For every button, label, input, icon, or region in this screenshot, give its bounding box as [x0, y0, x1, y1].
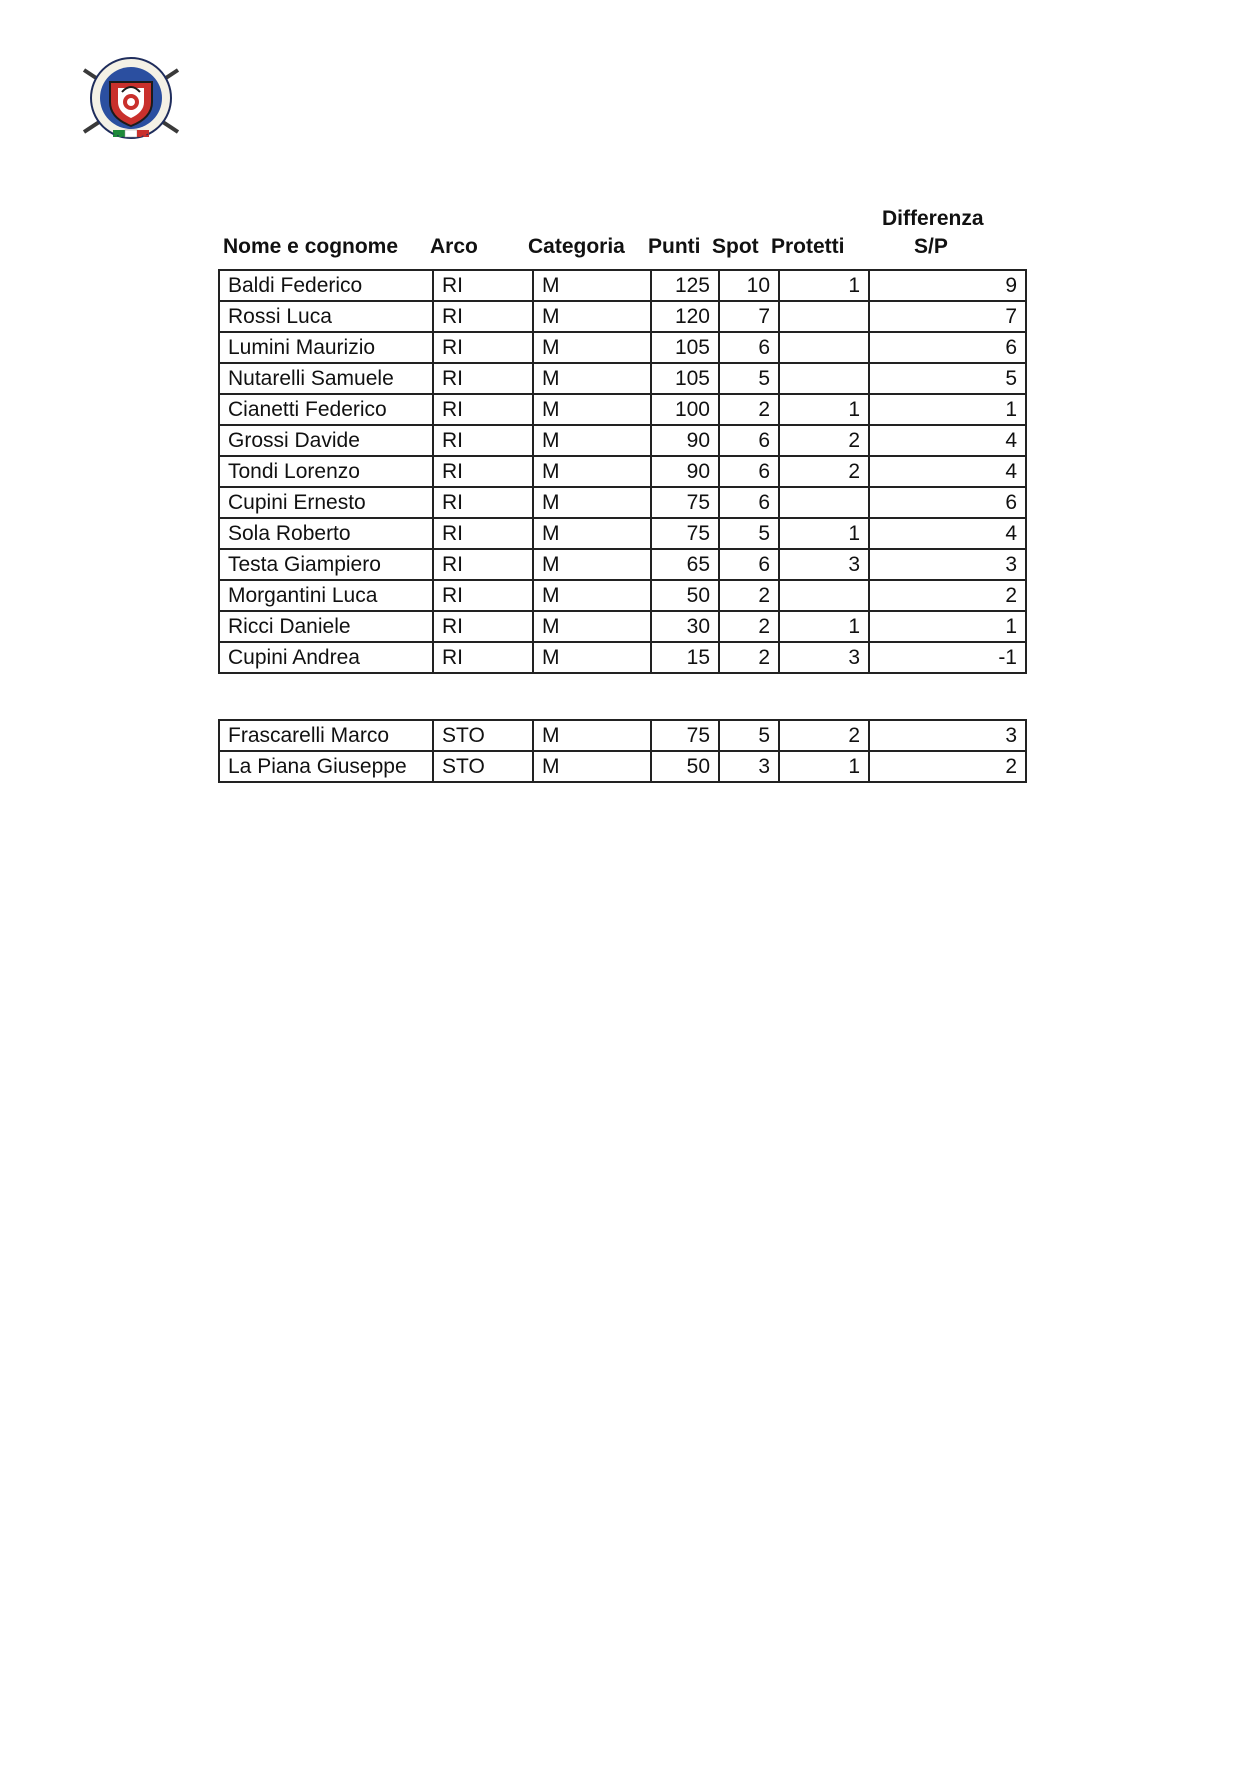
cell-differenza: 4	[869, 425, 1026, 456]
cell-differenza: 5	[869, 363, 1026, 394]
cell-punti: 50	[651, 751, 719, 782]
cell-categoria: M	[533, 456, 651, 487]
cell-differenza: 1	[869, 611, 1026, 642]
cell-nome: Sola Roberto	[219, 518, 433, 549]
cell-spot: 2	[719, 611, 779, 642]
cell-nome: La Piana Giuseppe	[219, 751, 433, 782]
cell-arco: RI	[433, 487, 533, 518]
cell-categoria: M	[533, 270, 651, 301]
cell-differenza: 4	[869, 518, 1026, 549]
cell-differenza: 3	[869, 720, 1026, 751]
cell-protetti: 2	[779, 425, 869, 456]
cell-nome: Cianetti Federico	[219, 394, 433, 425]
cell-arco: RI	[433, 549, 533, 580]
cell-categoria: M	[533, 487, 651, 518]
cell-punti: 75	[651, 518, 719, 549]
table-row	[219, 518, 1026, 549]
cell-spot: 6	[719, 487, 779, 518]
table-row	[219, 394, 1026, 425]
cell-differenza: 4	[869, 456, 1026, 487]
header-nome: Nome e cognome	[223, 235, 399, 258]
cell-categoria: M	[533, 549, 651, 580]
cell-spot: 6	[719, 332, 779, 363]
cell-protetti: 1	[779, 751, 869, 782]
table-row	[219, 487, 1026, 518]
cell-protetti: 3	[779, 642, 869, 673]
cell-spot: 2	[719, 580, 779, 611]
cell-spot: 6	[719, 456, 779, 487]
cell-protetti: 1	[779, 270, 869, 301]
cell-nome: Cupini Andrea	[219, 642, 433, 673]
cell-categoria: M	[533, 751, 651, 782]
cell-differenza: -1	[869, 642, 1026, 673]
cell-arco: RI	[433, 301, 533, 332]
cell-differenza: 7	[869, 301, 1026, 332]
table-row	[219, 720, 1026, 751]
cell-nome: Baldi Federico	[219, 270, 433, 301]
cell-arco: RI	[433, 642, 533, 673]
cell-arco: RI	[433, 332, 533, 363]
cell-nome: Lumini Maurizio	[219, 332, 433, 363]
cell-differenza: 2	[869, 751, 1026, 782]
cell-categoria: M	[533, 363, 651, 394]
cell-nome: Cupini Ernesto	[219, 487, 433, 518]
cell-differenza: 1	[869, 394, 1026, 425]
header-spot: Spot	[712, 235, 759, 258]
cell-protetti	[779, 363, 869, 394]
cell-protetti: 1	[779, 518, 869, 549]
cell-arco: STO	[433, 751, 533, 782]
cell-nome: Rossi Luca	[219, 301, 433, 332]
table-row	[219, 580, 1026, 611]
cell-spot: 2	[719, 642, 779, 673]
cell-arco: RI	[433, 518, 533, 549]
cell-arco: RI	[433, 580, 533, 611]
cell-categoria: M	[533, 425, 651, 456]
results-table-ri	[218, 269, 1027, 674]
header-punti: Punti	[648, 235, 701, 258]
results-table-sto	[218, 719, 1027, 783]
header-categoria: Categoria	[528, 235, 625, 258]
cell-differenza: 9	[869, 270, 1026, 301]
header-differenza-sp: S/P	[914, 235, 948, 258]
federation-logo	[78, 52, 184, 148]
cell-protetti	[779, 487, 869, 518]
cell-spot: 6	[719, 549, 779, 580]
cell-punti: 105	[651, 332, 719, 363]
cell-nome: Morgantini Luca	[219, 580, 433, 611]
cell-differenza: 2	[869, 580, 1026, 611]
cell-categoria: M	[533, 642, 651, 673]
cell-spot: 10	[719, 270, 779, 301]
cell-punti: 100	[651, 394, 719, 425]
cell-arco: RI	[433, 425, 533, 456]
cell-punti: 105	[651, 363, 719, 394]
table-row	[219, 611, 1026, 642]
cell-categoria: M	[533, 394, 651, 425]
cell-arco: RI	[433, 270, 533, 301]
header-protetti: Protetti	[771, 235, 845, 258]
cell-punti: 65	[651, 549, 719, 580]
cell-arco: RI	[433, 394, 533, 425]
cell-punti: 90	[651, 425, 719, 456]
cell-protetti: 3	[779, 549, 869, 580]
cell-differenza: 6	[869, 487, 1026, 518]
table-row	[219, 549, 1026, 580]
cell-punti: 50	[651, 580, 719, 611]
cell-punti: 90	[651, 456, 719, 487]
cell-nome: Frascarelli Marco	[219, 720, 433, 751]
cell-punti: 75	[651, 720, 719, 751]
cell-protetti: 2	[779, 720, 869, 751]
cell-spot: 3	[719, 751, 779, 782]
cell-nome: Testa Giampiero	[219, 549, 433, 580]
cell-arco: STO	[433, 720, 533, 751]
cell-protetti	[779, 301, 869, 332]
cell-punti: 30	[651, 611, 719, 642]
cell-spot: 5	[719, 720, 779, 751]
cell-protetti	[779, 580, 869, 611]
table-row	[219, 425, 1026, 456]
cell-differenza: 6	[869, 332, 1026, 363]
cell-nome: Grossi Davide	[219, 425, 433, 456]
cell-punti: 15	[651, 642, 719, 673]
cell-punti: 125	[651, 270, 719, 301]
cell-differenza: 3	[869, 549, 1026, 580]
cell-nome: Nutarelli Samuele	[219, 363, 433, 394]
cell-spot: 5	[719, 363, 779, 394]
cell-nome: Tondi Lorenzo	[219, 456, 433, 487]
cell-categoria: M	[533, 518, 651, 549]
cell-arco: RI	[433, 363, 533, 394]
cell-nome: Ricci Daniele	[219, 611, 433, 642]
cell-spot: 6	[719, 425, 779, 456]
cell-protetti: 1	[779, 611, 869, 642]
cell-punti: 120	[651, 301, 719, 332]
cell-spot: 7	[719, 301, 779, 332]
table-header	[218, 205, 1018, 267]
cell-protetti: 1	[779, 394, 869, 425]
cell-arco: RI	[433, 611, 533, 642]
header-arco: Arco	[430, 235, 478, 258]
cell-arco: RI	[433, 456, 533, 487]
header-differenza: Differenza	[882, 207, 984, 230]
cell-categoria: M	[533, 720, 651, 751]
cell-protetti: 2	[779, 456, 869, 487]
cell-categoria: M	[533, 332, 651, 363]
table-row	[219, 751, 1026, 782]
table-row	[219, 456, 1026, 487]
table-row	[219, 642, 1026, 673]
cell-spot: 5	[719, 518, 779, 549]
table-row	[219, 363, 1026, 394]
cell-protetti	[779, 332, 869, 363]
cell-categoria: M	[533, 580, 651, 611]
cell-punti: 75	[651, 487, 719, 518]
cell-categoria: M	[533, 301, 651, 332]
table-row	[219, 332, 1026, 363]
table-row	[219, 270, 1026, 301]
cell-spot: 2	[719, 394, 779, 425]
table-row	[219, 301, 1026, 332]
cell-categoria: M	[533, 611, 651, 642]
